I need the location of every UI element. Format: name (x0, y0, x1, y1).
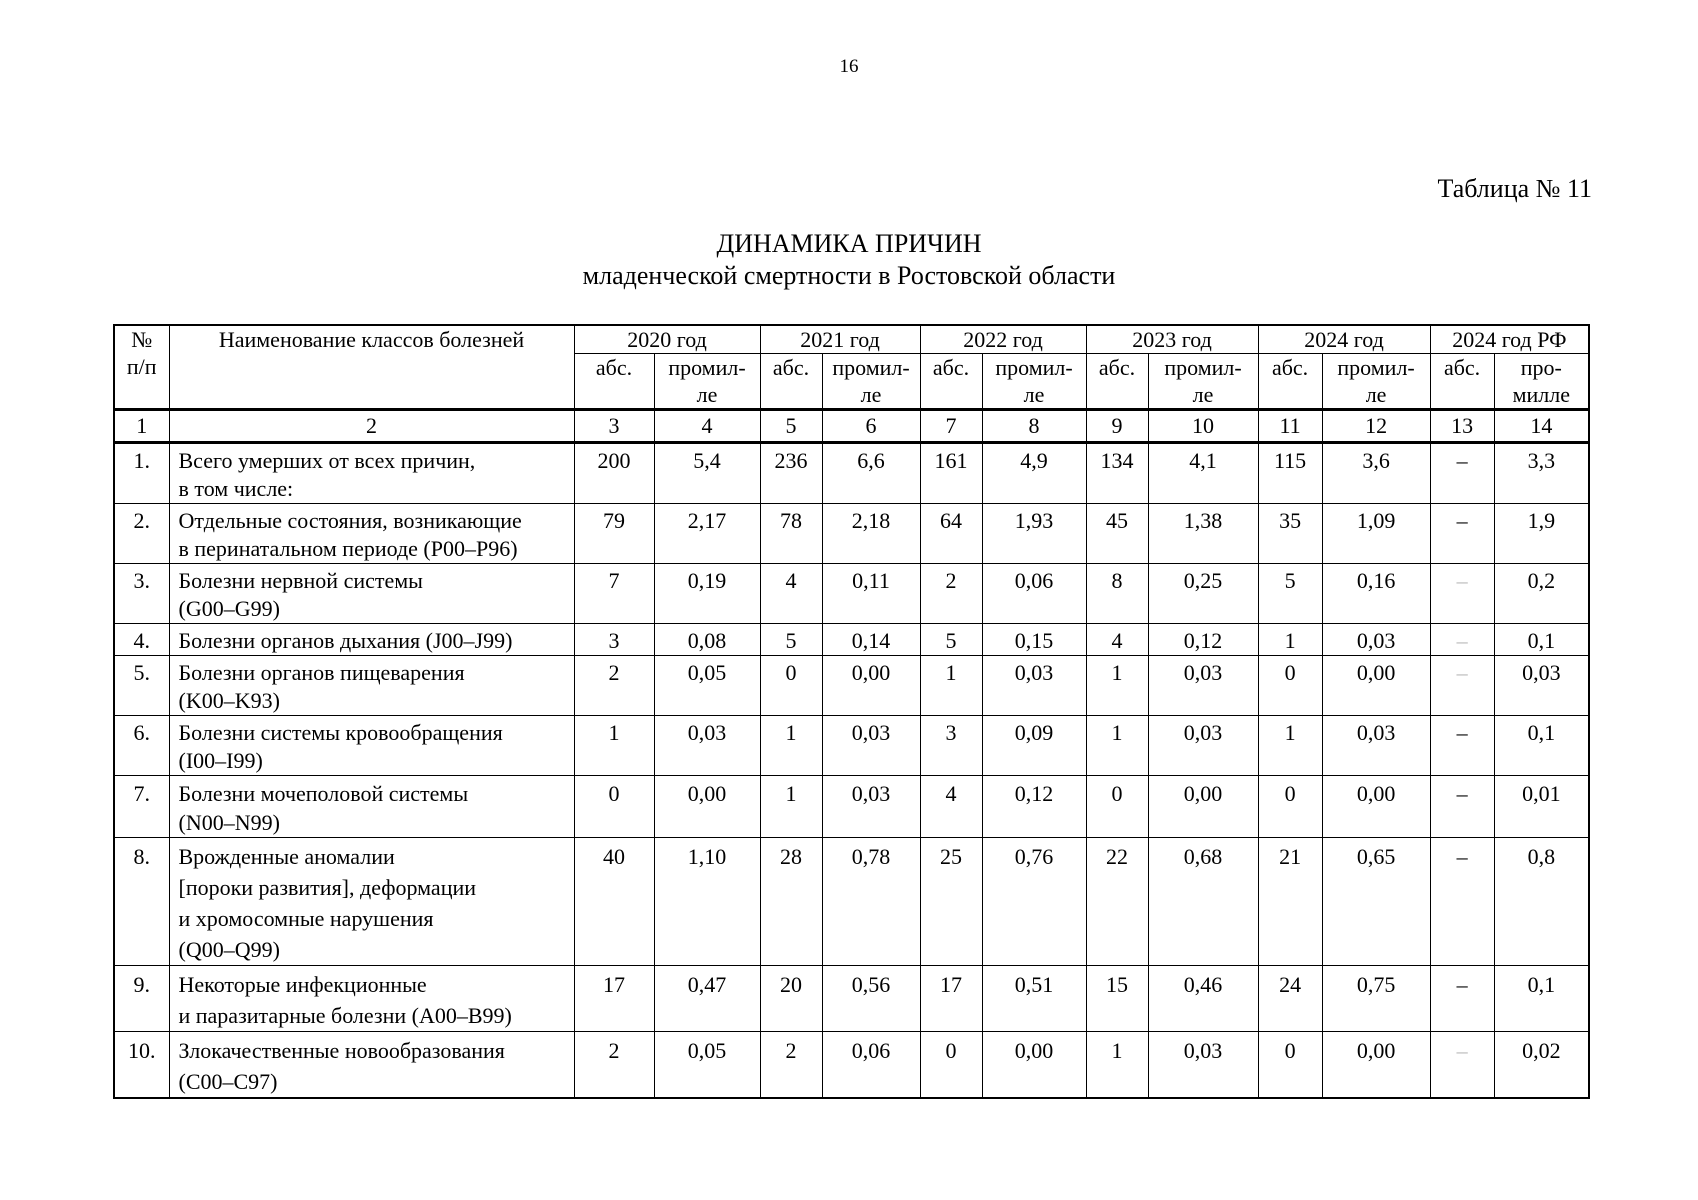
header-year-2022: 2022 год (920, 325, 1086, 354)
cell-abs: – (1430, 624, 1494, 656)
cell-abs: 5 (920, 624, 982, 656)
cell-promille: 0,00 (1148, 776, 1258, 838)
cell-promille: 0,25 (1148, 564, 1258, 624)
cell-abs: 2 (574, 656, 654, 716)
header-abs-2021: абс. (760, 354, 822, 410)
disease-class-name (169, 716, 574, 776)
cell-abs: 0 (760, 656, 822, 716)
disease-class-name-line: Болезни системы кровообращения (178, 720, 503, 745)
header-year-2023: 2023 год (1086, 325, 1258, 354)
column-number: 7 (920, 410, 982, 443)
table-row (114, 443, 1589, 504)
cell-promille: 0,03 (1148, 716, 1258, 776)
cell-abs: 1 (1086, 716, 1148, 776)
header-abs-2023: абс. (1086, 354, 1148, 410)
disease-class-name-line: (C00–C97) (178, 1069, 278, 1094)
title-line-2: младенческой смертности в Ростовской области (582, 261, 1116, 290)
disease-class-name-line: (N00–N99) (178, 810, 280, 835)
cell-promille: 1,93 (982, 504, 1086, 564)
cell-abs: 8 (1086, 564, 1148, 624)
cell-abs: 40 (574, 838, 654, 966)
disease-class-name-line: (I00–I99) (178, 748, 263, 773)
cell-abs: 24 (1258, 966, 1322, 1032)
disease-class-name-line: Всего умерших от всех причин, (178, 448, 476, 473)
disease-class-name-line: и паразитарные болезни (A00–B99) (178, 1003, 512, 1028)
row-number: 10. (114, 1032, 169, 1099)
cell-abs: 236 (760, 443, 822, 504)
table-body (114, 443, 1589, 1099)
disease-class-name-line: (K00–K93) (178, 688, 280, 713)
table-row (114, 656, 1589, 716)
cell-promille: 0,05 (654, 1032, 760, 1099)
disease-class-name-line: Болезни органов дыхания (J00–J99) (178, 628, 513, 653)
row-number: 6. (114, 716, 169, 776)
row-number: 7. (114, 776, 169, 838)
cell-abs: 22 (1086, 838, 1148, 966)
cell-promille: 0,00 (982, 1032, 1086, 1099)
row-number: 2. (114, 504, 169, 564)
cell-promille: 0,47 (654, 966, 760, 1032)
cell-abs: 4 (1086, 624, 1148, 656)
table-row (114, 1032, 1589, 1099)
header-year-2024: 2024 год (1258, 325, 1430, 354)
header-rf-promil-line-1: про- (1520, 355, 1562, 380)
disease-class-name-line: Болезни мочеполовой системы (178, 781, 469, 806)
disease-class-name-line: Болезни органов пищеварения (178, 660, 465, 685)
cell-promille: 0,03 (1148, 656, 1258, 716)
page-number: 16 (839, 56, 859, 77)
cell-promille: 4,9 (982, 443, 1086, 504)
column-number: 8 (982, 410, 1086, 443)
cell-abs: 0 (574, 776, 654, 838)
cell-promille: 0,02 (1494, 1032, 1589, 1099)
cell-abs: 28 (760, 838, 822, 966)
cell-promille: 4,1 (1148, 443, 1258, 504)
cell-promille: 0,00 (1322, 656, 1430, 716)
column-number: 13 (1430, 410, 1494, 443)
disease-class-name-line: в перинатальном периоде (P00–P96) (178, 536, 518, 561)
header-name-cell: Наименование классов болезней (169, 325, 574, 410)
header-year-2020: 2020 год (574, 325, 760, 354)
table-row (114, 966, 1589, 1032)
cell-promille: 0,03 (982, 656, 1086, 716)
cell-promille: 1,38 (1148, 504, 1258, 564)
disease-class-name (169, 656, 574, 716)
disease-class-name (169, 564, 574, 624)
column-number: 2 (169, 410, 574, 443)
cell-abs: 0 (920, 1032, 982, 1099)
cell-promille: 0,00 (654, 776, 760, 838)
cell-promille: 1,9 (1494, 504, 1589, 564)
cell-promille: 0,15 (982, 624, 1086, 656)
header-promil-line-1: промил- (1337, 355, 1415, 380)
cell-promille: 0,03 (654, 716, 760, 776)
column-number: 5 (760, 410, 822, 443)
table-row (114, 624, 1589, 656)
cell-promille: 0,00 (1322, 776, 1430, 838)
cell-abs: 20 (760, 966, 822, 1032)
disease-class-name-line: Болезни нервной системы (178, 568, 423, 593)
cell-promille: 0,11 (822, 564, 920, 624)
header-num-label-2: п/п (126, 354, 157, 379)
cell-abs: 5 (1258, 564, 1322, 624)
header-row-years (114, 325, 1589, 354)
cell-abs: 15 (1086, 966, 1148, 1032)
header-rf-promil-line-2: милле (1512, 382, 1571, 407)
cell-promille: 6,6 (822, 443, 920, 504)
cell-promille: 0,00 (1322, 1032, 1430, 1099)
column-number: 4 (654, 410, 760, 443)
row-number: 1. (114, 443, 169, 504)
cell-abs: 17 (574, 966, 654, 1032)
cell-abs: 0 (1258, 1032, 1322, 1099)
cell-promille: 0,03 (822, 776, 920, 838)
cell-abs: 1 (760, 776, 822, 838)
cell-abs: – (1430, 1032, 1494, 1099)
mortality-table (113, 324, 1590, 1099)
disease-class-name (169, 966, 574, 1032)
cell-promille: 0,12 (1148, 624, 1258, 656)
disease-class-name-line: в том числе: (178, 476, 294, 501)
cell-promille: 0,1 (1494, 716, 1589, 776)
cell-promille: 0,19 (654, 564, 760, 624)
cell-abs: 1 (920, 656, 982, 716)
title-line-1: ДИНАМИКА ПРИЧИН (716, 229, 982, 258)
cell-promille: 0,03 (1322, 716, 1430, 776)
header-promil-line-1: промил- (1164, 355, 1242, 380)
cell-promille: 3,6 (1322, 443, 1430, 504)
cell-promille: 0,05 (654, 656, 760, 716)
cell-abs: 2 (574, 1032, 654, 1099)
cell-promille: 3,3 (1494, 443, 1589, 504)
header-promil-line-2: ле (696, 382, 718, 407)
header-num-cell (114, 325, 169, 410)
cell-abs: – (1430, 776, 1494, 838)
header-num-label-1: № (131, 327, 153, 352)
table-row (114, 716, 1589, 776)
column-number: 11 (1258, 410, 1322, 443)
table-row (114, 504, 1589, 564)
cell-promille: 0,03 (1322, 624, 1430, 656)
disease-class-name (169, 1032, 574, 1099)
row-number: 5. (114, 656, 169, 716)
cell-abs: 134 (1086, 443, 1148, 504)
cell-abs: – (1430, 838, 1494, 966)
cell-abs: 3 (574, 624, 654, 656)
cell-promille: 2,17 (654, 504, 760, 564)
cell-abs: 64 (920, 504, 982, 564)
column-number: 6 (822, 410, 920, 443)
header-abs-2020: абс. (574, 354, 654, 410)
mortality-table-container (113, 324, 1587, 1099)
cell-abs: 35 (1258, 504, 1322, 564)
cell-promille: 0,09 (982, 716, 1086, 776)
disease-class-name (169, 443, 574, 504)
header-promil-2024 (1322, 354, 1430, 410)
disease-class-name (169, 776, 574, 838)
header-promil-2021 (822, 354, 920, 410)
header-promil-2020 (654, 354, 760, 410)
table-row (114, 564, 1589, 624)
cell-promille: 0,08 (654, 624, 760, 656)
header-promil-2024-rf (1494, 354, 1589, 410)
column-number: 1 (114, 410, 169, 443)
cell-abs: 79 (574, 504, 654, 564)
cell-abs: 21 (1258, 838, 1322, 966)
header-promil-2022 (982, 354, 1086, 410)
cell-abs: 200 (574, 443, 654, 504)
cell-promille: 0,78 (822, 838, 920, 966)
disease-class-name-line: Отдельные состояния, возникающие (178, 508, 522, 533)
cell-abs: 5 (760, 624, 822, 656)
cell-abs: 0 (1258, 776, 1322, 838)
cell-promille: 0,1 (1494, 966, 1589, 1032)
table-row (114, 776, 1589, 838)
cell-abs: 4 (760, 564, 822, 624)
cell-promille: 0,12 (982, 776, 1086, 838)
cell-abs: 0 (1086, 776, 1148, 838)
cell-promille: 0,14 (822, 624, 920, 656)
header-abs-2024: абс. (1258, 354, 1322, 410)
cell-abs: 2 (920, 564, 982, 624)
cell-abs: – (1430, 656, 1494, 716)
disease-class-name-line: Врожденные аномалии (178, 844, 395, 869)
cell-abs: – (1430, 564, 1494, 624)
cell-promille: 0,00 (822, 656, 920, 716)
cell-abs: – (1430, 504, 1494, 564)
cell-promille: 2,18 (822, 504, 920, 564)
disease-class-name-line: Некоторые инфекционные (178, 972, 427, 997)
cell-abs: – (1430, 443, 1494, 504)
column-number: 10 (1148, 410, 1258, 443)
cell-abs: 1 (1258, 624, 1322, 656)
row-number: 8. (114, 838, 169, 966)
cell-abs: 25 (920, 838, 982, 966)
cell-promille: 0,03 (822, 716, 920, 776)
cell-promille: 1,10 (654, 838, 760, 966)
disease-class-name-line: (G00–G99) (178, 596, 280, 621)
disease-class-name-line: и хромосомные нарушения (178, 906, 434, 931)
column-number: 12 (1322, 410, 1430, 443)
header-promil-line-1: промил- (995, 355, 1073, 380)
cell-promille: 0,75 (1322, 966, 1430, 1032)
disease-class-name-line: (Q00–Q99) (178, 937, 280, 962)
cell-abs: 7 (574, 564, 654, 624)
cell-abs: 1 (1086, 1032, 1148, 1099)
cell-promille: 0,03 (1148, 1032, 1258, 1099)
cell-abs: 3 (920, 716, 982, 776)
cell-promille: 0,06 (822, 1032, 920, 1099)
column-number-row (114, 410, 1589, 443)
header-promil-line-2: ле (1365, 382, 1387, 407)
cell-promille: 0,51 (982, 966, 1086, 1032)
header-promil-line-2: ле (860, 382, 882, 407)
disease-class-name-line: Злокачественные новообразования (178, 1038, 505, 1063)
header-promil-line-1: промил- (832, 355, 910, 380)
table-label: Таблица № 11 (1437, 174, 1592, 203)
cell-abs: 1 (1086, 656, 1148, 716)
cell-promille: 0,1 (1494, 624, 1589, 656)
header-abs-2024-rf: абс. (1430, 354, 1494, 410)
document-title (0, 228, 1698, 292)
cell-abs: 1 (1258, 716, 1322, 776)
cell-promille: 0,8 (1494, 838, 1589, 966)
cell-abs: 2 (760, 1032, 822, 1099)
header-abs-2022: абс. (920, 354, 982, 410)
cell-abs: 1 (574, 716, 654, 776)
header-promil-line-2: ле (1023, 382, 1045, 407)
cell-abs: 4 (920, 776, 982, 838)
cell-abs: 78 (760, 504, 822, 564)
cell-promille: 5,4 (654, 443, 760, 504)
header-year-2024-rf: 2024 год РФ (1430, 325, 1589, 354)
disease-class-name (169, 838, 574, 966)
cell-promille: 0,03 (1494, 656, 1589, 716)
cell-promille: 0,46 (1148, 966, 1258, 1032)
cell-abs: – (1430, 966, 1494, 1032)
header-year-2021: 2021 год (760, 325, 920, 354)
table-row (114, 838, 1589, 966)
cell-promille: 1,09 (1322, 504, 1430, 564)
cell-promille: 0,76 (982, 838, 1086, 966)
cell-promille: 0,56 (822, 966, 920, 1032)
cell-abs: 45 (1086, 504, 1148, 564)
disease-class-name (169, 624, 574, 656)
column-number: 9 (1086, 410, 1148, 443)
cell-abs: – (1430, 716, 1494, 776)
column-number: 14 (1494, 410, 1589, 443)
disease-class-name-line: [пороки развития], деформации (178, 875, 477, 900)
cell-abs: 161 (920, 443, 982, 504)
cell-promille: 0,16 (1322, 564, 1430, 624)
cell-promille: 0,2 (1494, 564, 1589, 624)
cell-abs: 0 (1258, 656, 1322, 716)
header-promil-2023 (1148, 354, 1258, 410)
cell-promille: 0,06 (982, 564, 1086, 624)
row-number: 4. (114, 624, 169, 656)
header-promil-line-1: промил- (668, 355, 746, 380)
column-number: 3 (574, 410, 654, 443)
cell-abs: 17 (920, 966, 982, 1032)
cell-promille: 0,68 (1148, 838, 1258, 966)
cell-abs: 1 (760, 716, 822, 776)
cell-abs: 115 (1258, 443, 1322, 504)
row-number: 3. (114, 564, 169, 624)
row-number: 9. (114, 966, 169, 1032)
header-promil-line-2: ле (1192, 382, 1214, 407)
cell-promille: 0,65 (1322, 838, 1430, 966)
cell-promille: 0,01 (1494, 776, 1589, 838)
disease-class-name (169, 504, 574, 564)
